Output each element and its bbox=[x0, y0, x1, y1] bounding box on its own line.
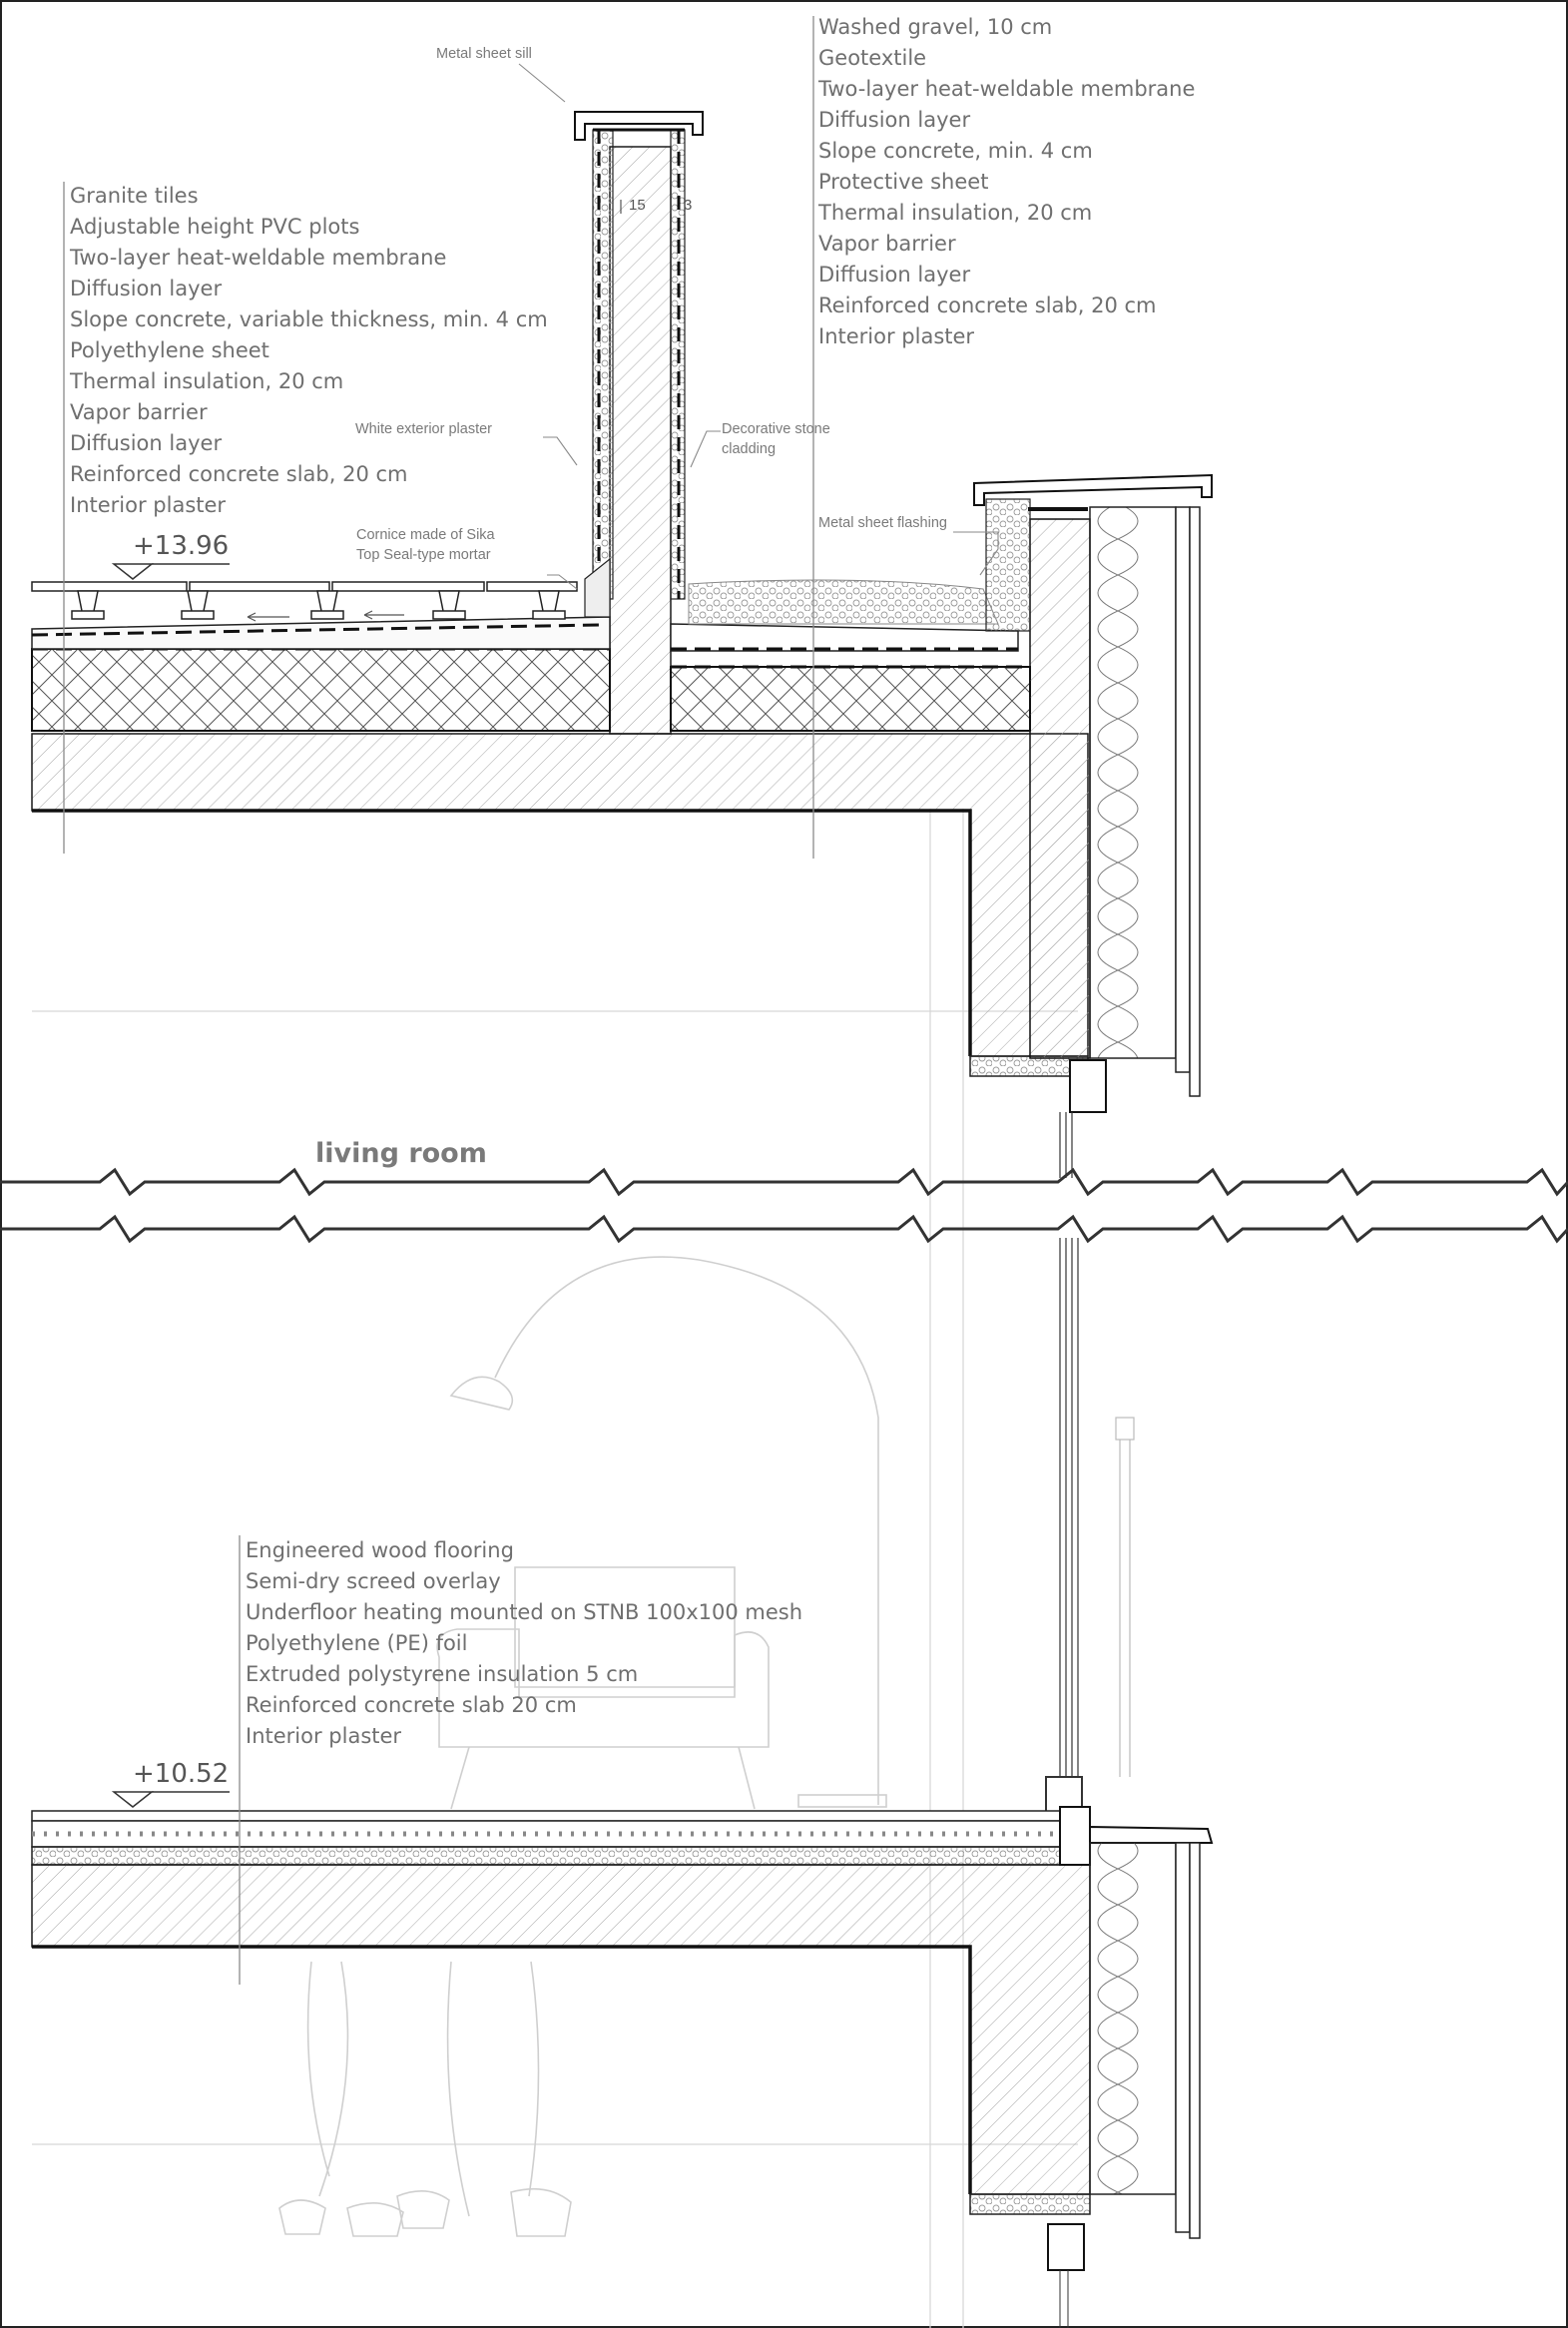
dimension-parapet-gap: 3 bbox=[684, 197, 693, 214]
dimension-parapet-width: 15 bbox=[629, 197, 646, 214]
layer-label: Diffusion layer bbox=[818, 108, 971, 132]
floor-slab bbox=[32, 1807, 1212, 2328]
layer-label: Thermal insulation, 20 cm bbox=[818, 201, 1093, 225]
layer-label: Interior plaster bbox=[818, 324, 975, 348]
layer-label: Polyethylene (PE) foil bbox=[246, 1631, 468, 1655]
note-cornice-line1: Cornice made of Sika bbox=[356, 527, 495, 543]
note-white-exterior-plaster: White exterior plaster bbox=[355, 421, 492, 437]
layer-label: Vapor barrier bbox=[70, 400, 208, 424]
left-roof-buildup bbox=[32, 559, 610, 731]
layer-label: Granite tiles bbox=[70, 184, 199, 208]
right-roof-layer-list bbox=[818, 12, 1195, 352]
window-frame bbox=[1046, 1238, 1134, 1823]
note-metal-sheet-flashing: Metal sheet flashing bbox=[818, 515, 947, 531]
floor-layer-list bbox=[246, 1535, 802, 1752]
note-metal-sheet-sill: Metal sheet sill bbox=[436, 46, 532, 62]
layer-label: Reinforced concrete slab, 20 cm bbox=[818, 293, 1157, 317]
left-roof-layer-list bbox=[70, 181, 548, 521]
layer-label: Diffusion layer bbox=[70, 431, 223, 455]
level-floor: +10.52 bbox=[133, 1759, 230, 1789]
room-label: living room bbox=[315, 1138, 487, 1169]
note-stone-line1: Decorative stone bbox=[722, 421, 830, 437]
note-stone-line2: cladding bbox=[722, 441, 777, 457]
layer-label: Semi-dry screed overlay bbox=[246, 1569, 501, 1593]
layer-label: Interior plaster bbox=[246, 1724, 402, 1748]
layer-label: Reinforced concrete slab 20 cm bbox=[246, 1693, 577, 1717]
layer-label: Two-layer heat-weldable membrane bbox=[70, 246, 447, 270]
layer-label: Two-layer heat-weldable membrane bbox=[818, 77, 1196, 101]
layer-label: Engineered wood flooring bbox=[246, 1538, 514, 1562]
layer-label: Washed gravel, 10 cm bbox=[818, 15, 1053, 39]
layer-label: Adjustable height PVC plots bbox=[70, 215, 360, 239]
note-cornice-line2: Top Seal-type mortar bbox=[356, 547, 491, 563]
layer-label: Diffusion layer bbox=[70, 277, 223, 300]
layer-label: Protective sheet bbox=[818, 170, 989, 194]
break-lines bbox=[0, 1170, 1568, 1241]
layer-label: Diffusion layer bbox=[818, 263, 971, 287]
layer-label: Slope concrete, min. 4 cm bbox=[818, 139, 1093, 163]
layer-label: Underfloor heating mounted on STNB 100x100 mesh bbox=[246, 1600, 803, 1624]
layer-label: Thermal insulation, 20 cm bbox=[70, 369, 344, 393]
layer-label: Interior plaster bbox=[70, 493, 227, 517]
layer-label: Polyethylene sheet bbox=[70, 338, 269, 362]
right-roof-buildup bbox=[671, 580, 1030, 731]
layer-label: Slope concrete, variable thickness, min. 4 cm bbox=[70, 307, 548, 331]
layer-label: Reinforced concrete slab, 20 cm bbox=[70, 462, 408, 486]
level-roof: +13.96 bbox=[133, 531, 230, 561]
roof-slab bbox=[32, 734, 1088, 1076]
layer-label: Geotextile bbox=[818, 46, 927, 70]
layer-label: Extruded polystyrene insulation 5 cm bbox=[246, 1662, 639, 1686]
layer-label: Vapor barrier bbox=[818, 232, 956, 256]
